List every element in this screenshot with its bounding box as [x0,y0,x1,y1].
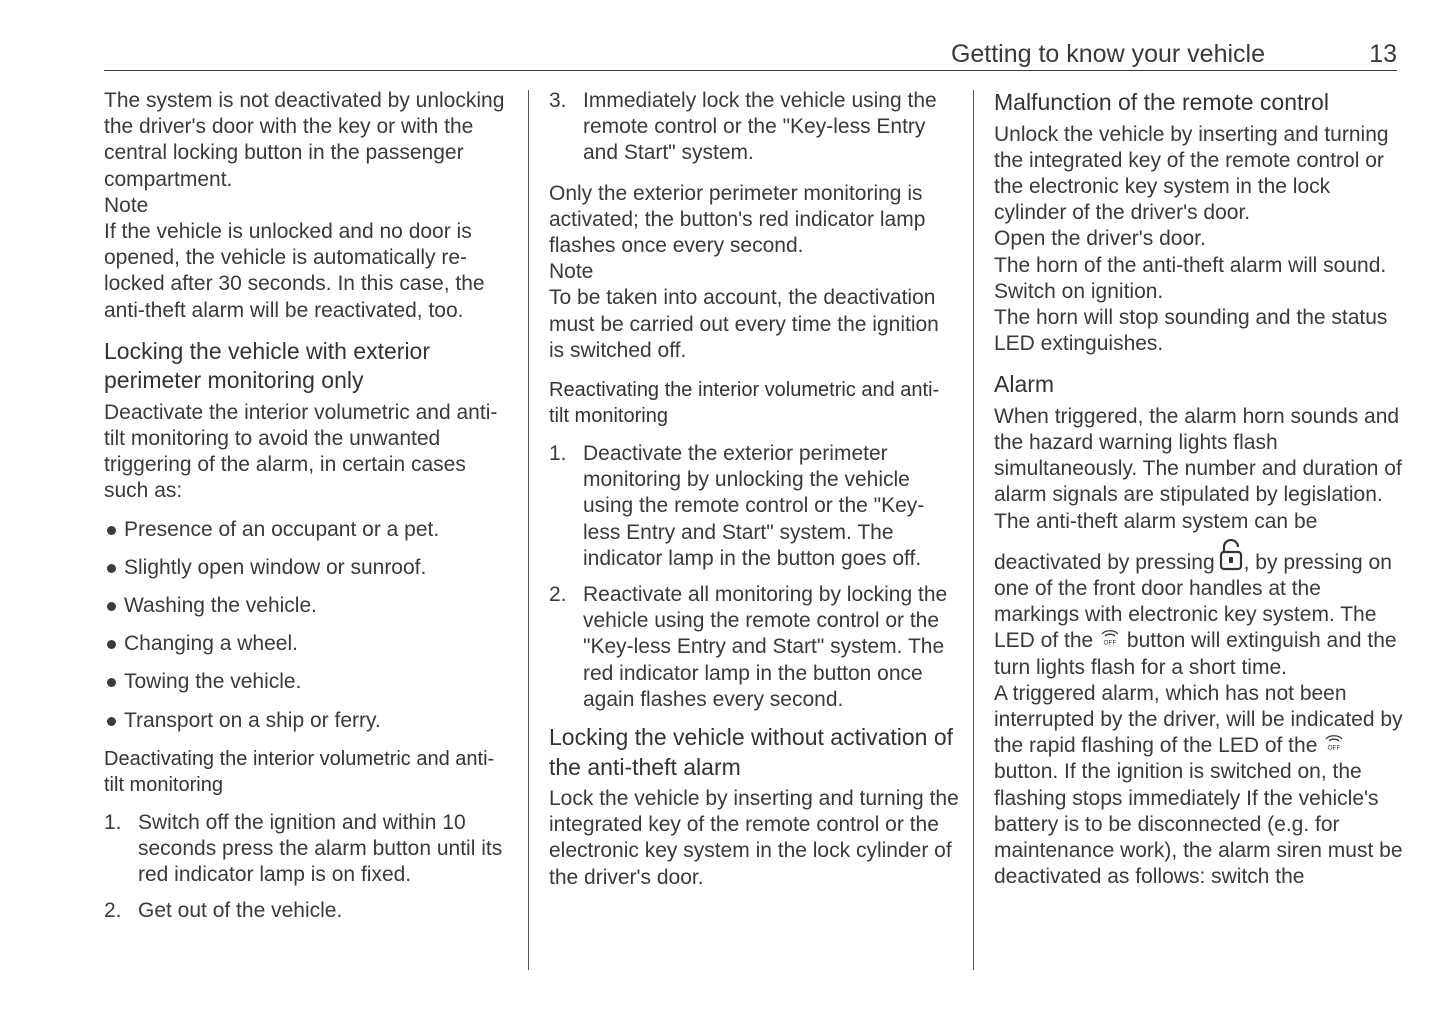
triggered-alarm-paragraph [994,681,1404,891]
list-item: Transport on a ship or ferry. [104,708,514,734]
deactivate-paragraph: Deactivate the interior volumetric and anti-tilt monitoring to avoid the unwanted triggering of the alarm, in certain cases such as: [104,400,498,503]
deactivate-alarm-paragraph [994,539,1404,681]
deactivate-text-c: button will extinguish and the turn lights flash for a short time. [994,629,1397,679]
deactivating-steps-continued [549,88,959,167]
can-be-paragraph: The anti-theft alarm system can be [994,509,1318,533]
page-number: 13 [1369,40,1397,68]
column-2 [549,88,959,891]
reactivating-steps [549,441,959,713]
list-item: Changing a wheel. [104,631,514,657]
deactivate-text-b: , by pressing on one of the front door handles at the markings with electronic key system. The LED of the [994,550,1392,653]
note-text: To be taken into account, the deactivation must be carried out every time the ignition is switched off. [549,286,939,362]
note-label: Note [549,260,594,284]
note-label: Note [104,193,149,217]
triggered-text-a: A triggered alarm, which has not been interrupted by the driver, will be indicated by the rapid flashing of the LED of the [994,681,1403,758]
step-item [549,441,959,572]
list-item: Presence of an occupant or a pet. [104,517,514,543]
step-item [104,810,514,889]
column-1 [104,88,514,935]
section-heading-alarm: Alarm [994,371,1055,398]
cases-list [104,517,514,734]
section-heading-locking: Locking the vehicle with exterior perimeter monitoring only [104,337,430,394]
step-item [549,582,959,713]
alarm-off-icon-label: OFF [1327,744,1341,752]
only-exterior-paragraph: Only the exterior perimeter monitoring is activated; the button's red indicator lamp flashes once every second. [549,181,926,258]
triggered-text-b: button. If the ignition is switched on, the flashing stops immediately If the vehicle's battery is to be disconnected (e.g. for maintenance work), the alarm siren must be deactivated as follows: switch the [994,760,1403,889]
ignition-paragraph: Switch on ignition. [994,279,1164,303]
page-header [104,38,1397,71]
unlock-paragraph: Unlock the vehicle by inserting and turning the integrated key of the remote control or the electronic key system in the lock cylinder of the driver's door. [994,122,1389,225]
step-text: Immediately lock the vehicle using the remote control or the "Key-less Entry and Start" system. [583,89,937,165]
deactivating-steps [104,810,514,925]
step-item [549,88,959,167]
step-number: 3. [549,89,567,112]
unlock-icon [1215,539,1244,576]
alarm-off-icon [1323,733,1345,759]
step-text: Get out of the vehicle. [138,899,343,923]
list-item: Washing the vehicle. [104,593,514,619]
horn-paragraph: The horn of the anti-theft alarm will sound. [994,253,1387,277]
alarm-off-icon-label: OFF [1103,639,1117,647]
note-text: If the vehicle is unlocked and no door is opened, the vehicle is automatically re-locked after 30 seconds. In this case, the anti-theft alarm will be reactivated, too. [104,220,485,322]
lock-paragraph: Lock the vehicle by inserting and turning the integrated key of the remote control or the electronic key system in the lock cylinder of the driver's door. [549,787,959,889]
alarm-off-icon [1099,628,1121,654]
open-door-paragraph: Open the driver's door. [994,227,1206,251]
column-divider-2 [973,90,974,970]
horn-stop-paragraph: The horn will stop sounding and the status LED extinguishes. [994,305,1388,356]
list-item: Slightly open window or sunroof. [104,555,514,581]
step-text: Reactivate all monitoring by locking the vehicle using the remote control or the "Key-less Entry and Start" system. The red indicator lamp in the button once again flashes every second. [583,583,948,711]
step-number: 1. [104,810,122,834]
intro-paragraph: The system is not deactivated by unlocking the driver's door with the key or with the central locking button in the passenger compartment. [104,89,505,191]
section-heading-malfunction: Malfunction of the remote control [994,89,1329,115]
step-number: 2. [549,583,567,607]
column-3 [994,88,1404,890]
step-number: 2. [104,899,122,923]
list-item: Towing the vehicle. [104,669,514,695]
header-title: Getting to know your vehicle [950,40,1265,68]
deactivate-text-a: deactivated by pressing [994,550,1215,574]
triggered-paragraph: When triggered, the alarm horn sounds and the hazard warning lights flash simultaneously. The number and duration of alarm signals are stipulated by legislation. [994,404,1402,507]
column-divider-1 [528,90,529,970]
step-item [104,898,514,924]
step-text: Deactivate the exterior perimeter monitoring by unlocking the vehicle using the remote control or the "Key-less Entry and Start" system. The indicator lamp in the button goes off. [583,442,925,570]
subheading-reactivating: Reactivating the interior volumetric and anti-tilt monitoring [549,379,940,428]
step-text: Switch off the ignition and within 10 seconds press the alarm button until its red indicator lamp is on fixed. [138,810,503,887]
subheading-deactivating: Deactivating the interior volumetric and anti-tilt monitoring [104,747,495,796]
section-heading-without-alarm: Locking the vehicle without activation of the anti-theft alarm [549,724,954,780]
step-number: 1. [549,442,567,466]
